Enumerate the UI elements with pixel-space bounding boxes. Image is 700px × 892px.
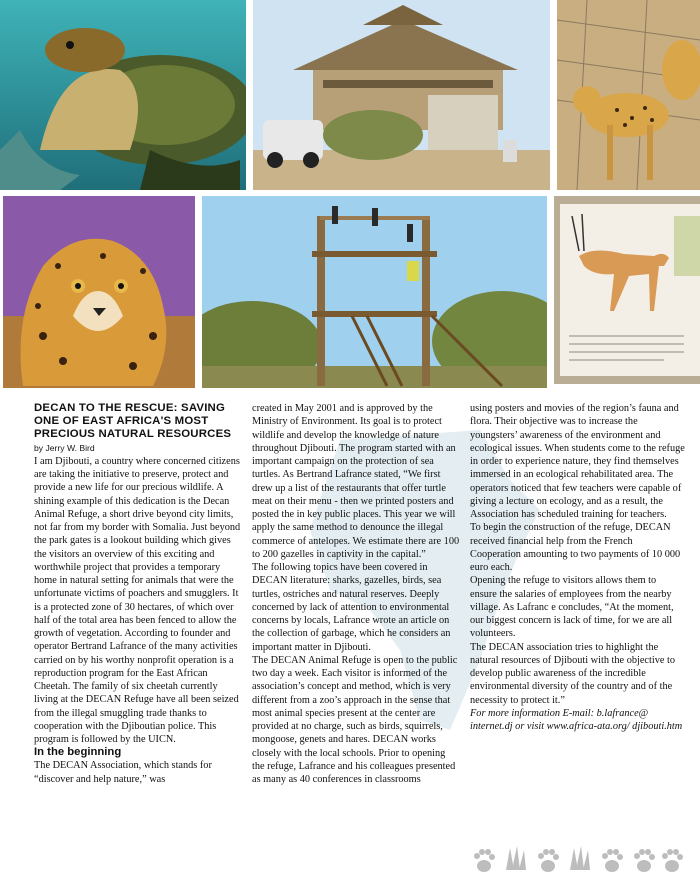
paw-prints-icon [470, 842, 685, 876]
article-paragraph: Opening the refuge to visitors allows them to ensure the salaries of employees from the nearby village. As Lafranc e concludes, “At the moment, our biggest concern is lack of time, for we are all volunteers. [470, 575, 674, 640]
contact-info: For more information E-mail: b.lafrance@ internet.dj or visit www.africa-ata.org/ djibouti.htm [470, 707, 683, 732]
article-paragraph: The following topics have been covered in DECAN literature: sharks, gazelles, birds, sea turtles, ostriches and natural reserves. Deeply concerned by lack of attention to environmental concerns by locals, Lafrance wrote an article on the collection of garbage, which he considers an important matter in Djibouti. [252, 562, 451, 653]
cheetahs-in-enclosure-photo [557, 0, 700, 190]
article-paragraph: created in May 2001 and is approved by the Ministry of Environment. Its goal is to protect wildlife and develop the knowledge of nature throughout Djibouti. The program started with an important campaign on the protection of sea turtles. As Bertrand Lafrance stated, “We first drew up a list of the restaurants that offer turtle meat on their menu - then we printed posters and posted the in key public places. This year we will apply the same method to denounce the illegal commerce of antelopes. We estimate there are 100 to 200 gazelles in captivity in the capital.” [252, 403, 460, 560]
article-column-1 [34, 402, 244, 786]
article-paragraph: using posters and movies of the region’s fauna and flora. Their objective was to increase the youngsters’ awareness of the environment and ecological issues. When students come to the refuge in order to experience nature, they find themselves immersed in an ecological rehabilitated area. The operators noticed that few teachers were capable of giving a lecture on ecology, and as a result, the Association has scheduled training for teachers. [470, 403, 685, 520]
article-paragraph: I am Djibouti, a country where concerned citizens are taking the initiative to preserve, protect and provide a new life for our precious wildlife. A shining example of this dedication is the Decan Animal Refuge, a short drive beyond city limits, not far from my border with Somalia. Just beyond the park gates is a lookout building which gives the visitors an overview of this exciting and worthwhile project that provides a temporary home in natural setting for animals that were the unfortunate victims of poachers and smugglers. It is a protected zone of 30 hectares, of which over half of the total area has been fenced to allow the growth of vegetation. According to founder and operator Bertrand Lafrance of the many activities carried on by his worthy nonprofit operation is a reproduction program for the East African Cheetah. The family of six cheetah currently living at the DECAN Refuge have all been seized from the illegal smuggling trade thanks to cooperation with the Djiboutian police. This program is followed by the UICN. [34, 455, 241, 746]
article-column-3 [470, 402, 685, 733]
lookout-building-photo [253, 0, 550, 190]
gazelle-information-board-photo [554, 196, 700, 384]
article-byline: by Jerry W. Bird [34, 442, 95, 453]
section-heading: In the beginning [34, 746, 122, 759]
observation-tower-photo [202, 196, 547, 388]
cheetah-portrait-photo [3, 196, 195, 388]
article-paragraph: To begin the construction of the refuge, DECAN received financial help from the French Cooperation amounting to two payments of 10 000 euro each. [470, 522, 681, 573]
article-column-2 [252, 402, 460, 786]
article-paragraph: The DECAN Animal Refuge is open to the public two day a week. Each visitor is informed of the association’s concept and method, which is very different from a zoo’s approach in the sense that most animal species present at the center are provided at no charge, such as birds, squirrels, mongoose, genets and hares. DECAN works closely with the local schools. Prior to opening the refuge, Lafrance and his colleagues presented as many as 40 conferences in classrooms [252, 654, 458, 785]
article-title: DECAN TO THE RESCUE: SAVING ONE OF EAST AFRICA'S MOST PRECIOUS NATURAL RESOURCES [34, 402, 232, 441]
article-paragraph: The DECAN association tries to highlight the natural resources of Djibouti with the objective to develop public awareness of the incredible environmental diversity of the country and of the necessity to protect it.” [470, 641, 676, 706]
article-paragraph: The DECAN Association, which stands for “discover and help nature,” was [34, 760, 212, 785]
sea-turtle-photo [0, 0, 246, 190]
